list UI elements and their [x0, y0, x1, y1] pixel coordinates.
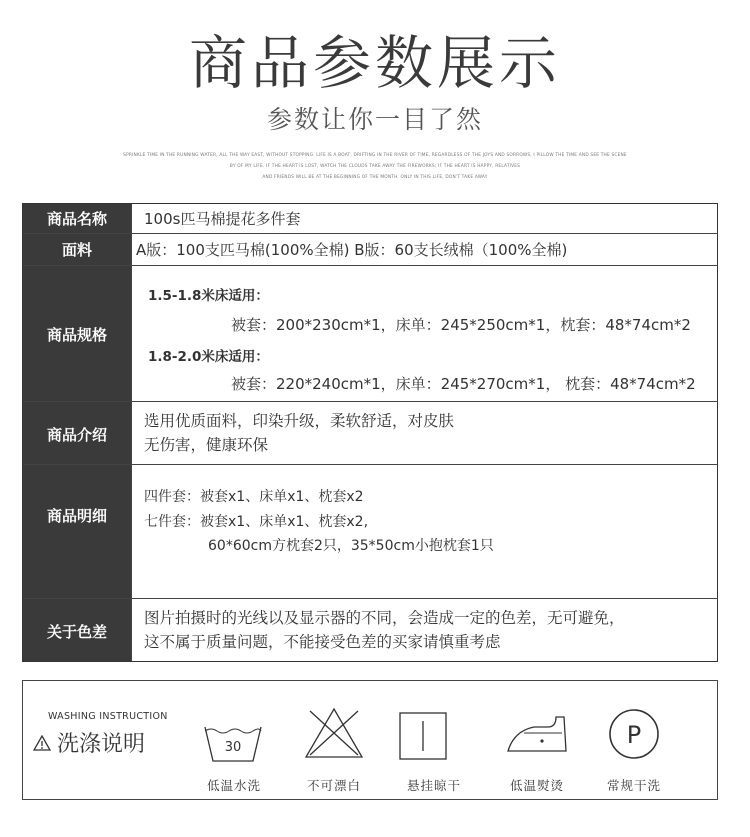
page-subtitle: 参数让你一目了然 [266, 105, 483, 134]
care-caption: 常规干洗 [606, 778, 661, 793]
size-group-detail: 被套：200*230cm*1，床单：245*250cm*1，枕套：48*74cm*2 [231, 316, 691, 334]
care-caption: 不可漂白 [306, 778, 361, 793]
wash-temperature: 30 [224, 740, 242, 755]
wash-tub-30-icon [203, 725, 263, 765]
care-caption: 低温熨烫 [509, 778, 564, 793]
detail-line: 四件套：被套x1、床单x1、枕套x2 [144, 489, 364, 505]
spec-value [131, 266, 717, 401]
spec-row-size [23, 266, 717, 402]
spec-row-intro [23, 402, 717, 465]
spec-label: 关于色差 [23, 599, 131, 661]
detail-line: 60*60cm方枕套2只，35*50cm小抱枕套1只 [208, 538, 494, 554]
size-group-title: 1.5-1.8米床适用： [148, 288, 269, 304]
fine-print-line: AND FRIENDS WILL BE AT THE BEGINNING OF THE MONTH. ONLY IN THIS LIFE, DON'T TAKE AWAY [262, 175, 488, 180]
size-group-title: 1.8-2.0米床适用： [148, 349, 269, 365]
fine-print-line: SPRINKLE TIME IN THE RUNNING WATER, ALL THE WAY EAST, WITHOUT STOPPING. LIFE IS A BOAT, DRIFTING IN THE RIVER OF TIME, REGARDLESS OF THE JOYS AND SORROWS, I PILLOW THE TIME AND SEE THE SCENE [123, 153, 627, 158]
dry-clean-letter: P [626, 721, 642, 749]
spec-label: 商品明细 [23, 465, 131, 598]
intro-line: 选用优质面料，印染升级，柔软舒适，对皮肤 [144, 412, 455, 430]
spec-value [131, 599, 717, 661]
fine-print-line: BY OF MY LIFE. IF THE HEART IS LOST, WATCH THE CLOUDS TAKE AWAY THE FIREWORKS; IF THE HEART IS HAPPY, RELATIVES [229, 164, 521, 169]
page-title: 商品参数展示 [188, 29, 561, 97]
washing-title-en: WASHING INSTRUCTION [48, 711, 168, 722]
spec-value [131, 465, 717, 598]
spec-value [131, 402, 717, 464]
spec-label: 商品介绍 [23, 402, 131, 464]
warning-icon [33, 735, 51, 751]
washing-instruction-panel [22, 680, 718, 800]
washing-title-cn [33, 727, 145, 758]
spec-label: 商品规格 [23, 266, 131, 401]
washing-title-cn-text: 洗涤说明 [57, 732, 146, 757]
size-group-detail: 被套：220*240cm*1，床单：245*270cm*1， 枕套：48*74cm*2 [231, 375, 696, 393]
spec-label: 面料 [23, 234, 131, 265]
spec-value: A版：100支匹马棉(100%全棉) B版：60支长绒棉（100%全棉) [131, 234, 717, 265]
spec-row-color [23, 599, 717, 661]
dry-clean-icon [607, 707, 661, 761]
spec-table [22, 203, 718, 662]
color-note-line: 这不属于质量问题，不能接受色差的买家请慎重考虑 [144, 633, 501, 651]
care-caption: 悬挂晾干 [406, 778, 461, 793]
spec-row-fabric [23, 234, 717, 266]
line-dry-icon [398, 711, 448, 761]
no-bleach-icon [304, 707, 364, 759]
care-caption: 低温水洗 [206, 778, 261, 793]
spec-row-detail [23, 465, 717, 599]
color-note-line: 图片拍摄时的光线以及显示器的不同，会造成一定的色差，无可避免， [144, 609, 625, 627]
spec-row-name [23, 204, 717, 234]
spec-value: 100s匹马棉提花多件套 [131, 204, 717, 233]
spec-label: 商品名称 [23, 204, 131, 233]
detail-line: 七件套：被套x1、床单x1、枕套x2, [144, 513, 369, 530]
low-iron-icon [504, 711, 570, 755]
intro-line: 无伤害，健康环保 [144, 436, 269, 454]
